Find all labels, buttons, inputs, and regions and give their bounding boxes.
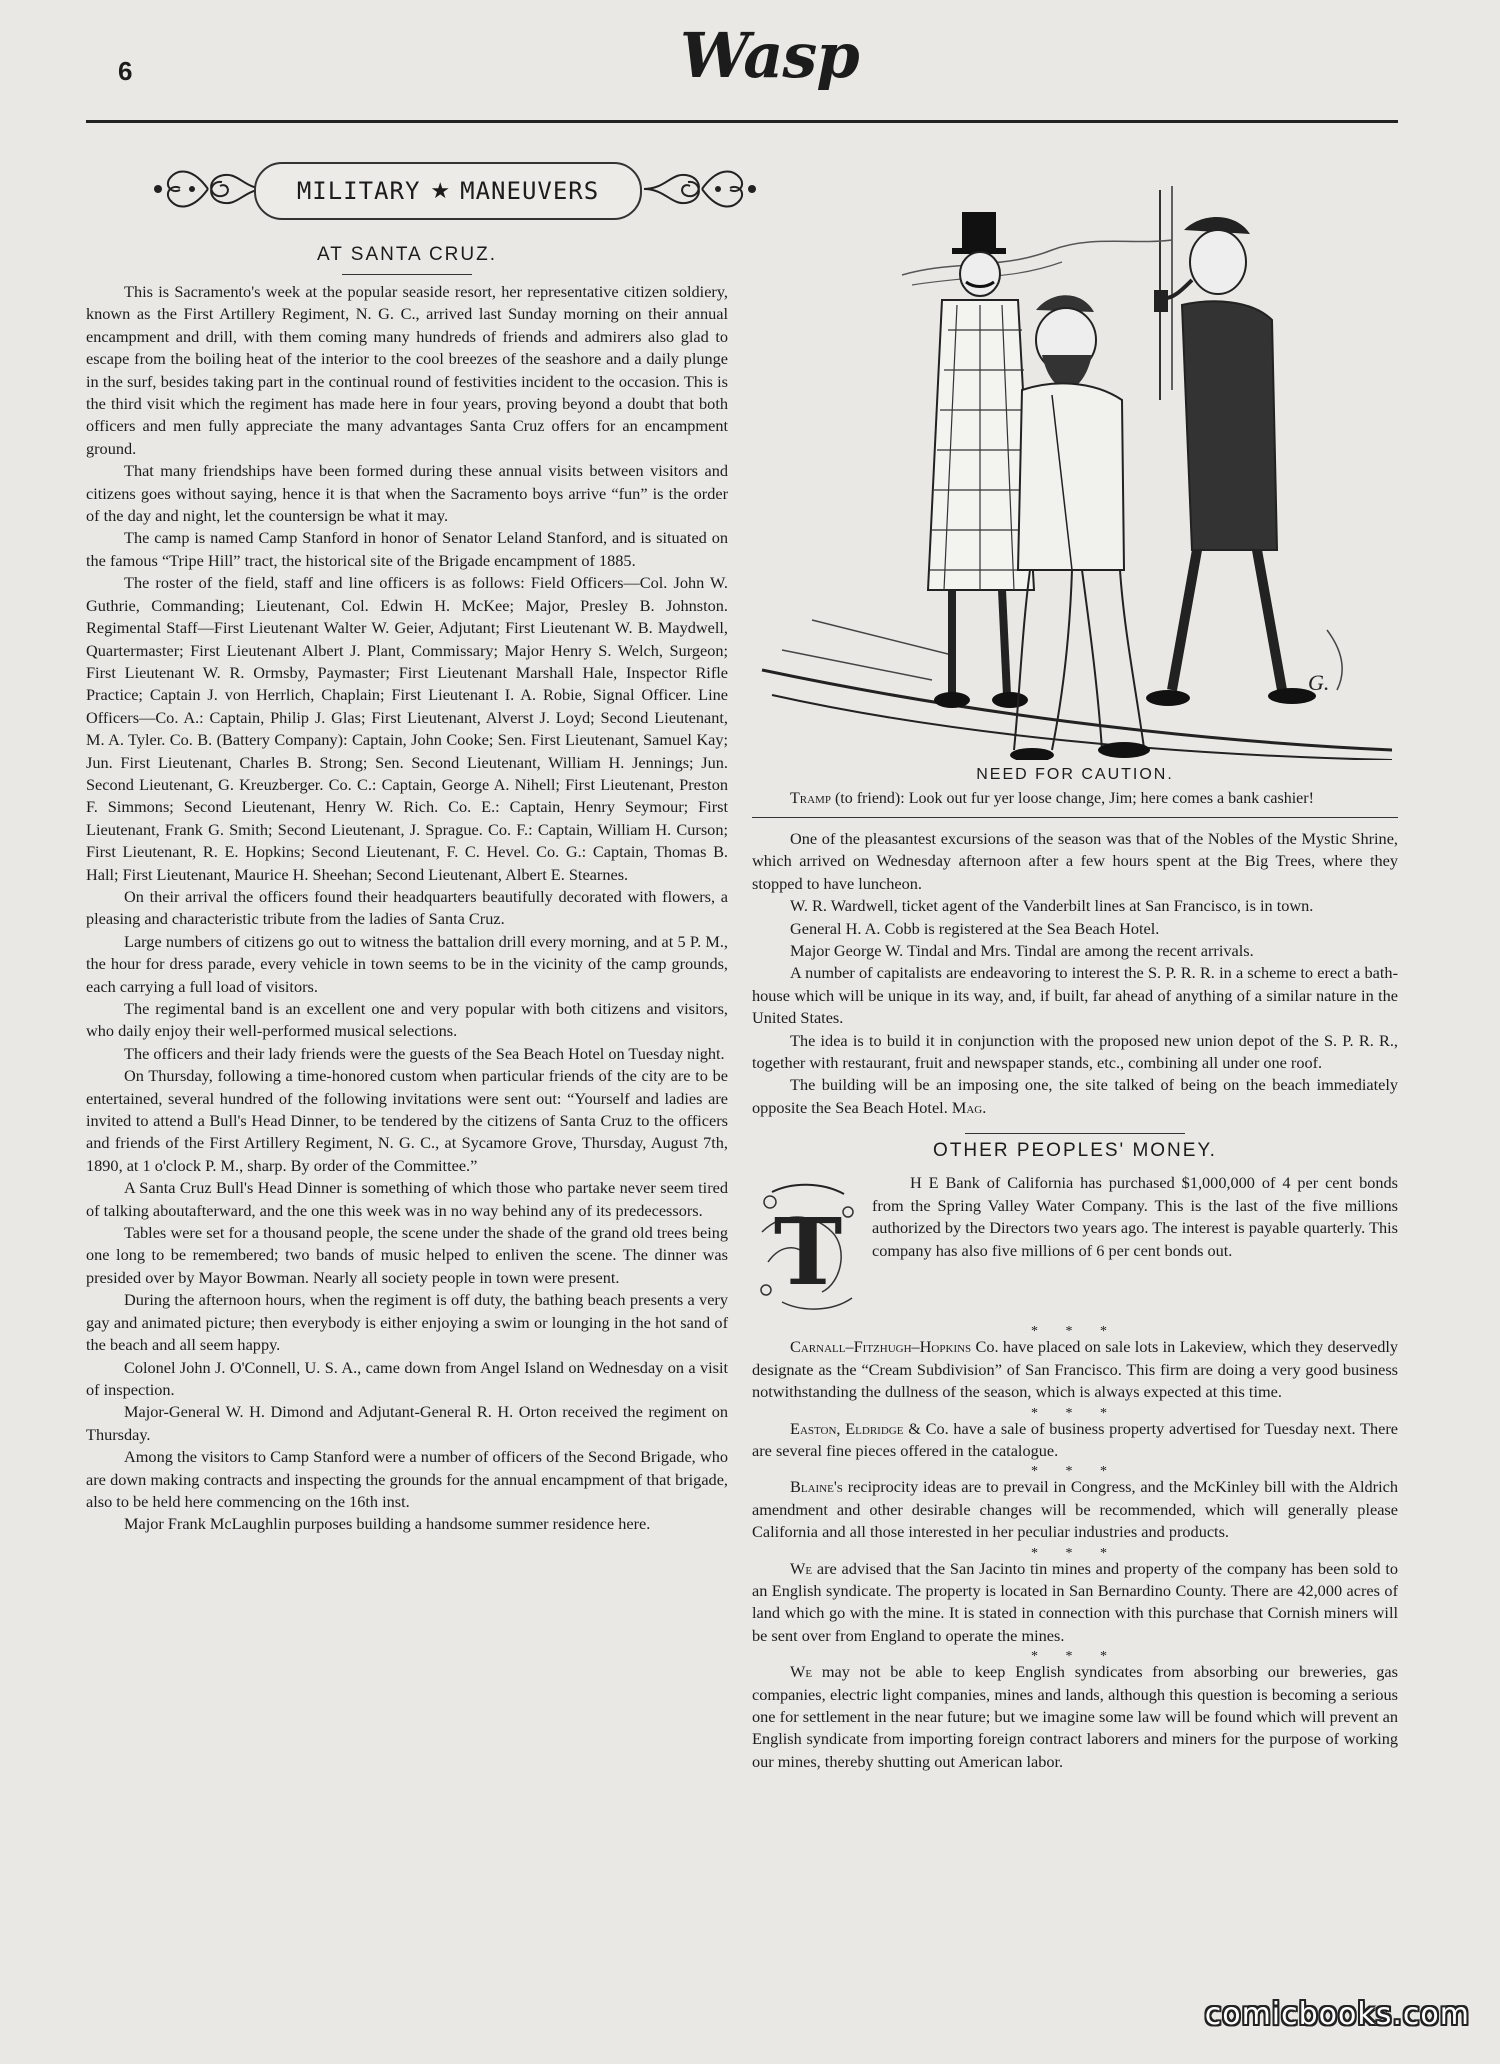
money-first-paragraph: H E Bank of California has purchased $1,000,000 of 4 per cent bonds from the Spring Valley Water Company. This is the last of the five millions authorized by the Directors two years ago. The interest is payable quarterly. This company has also five millions of 6 per cent bonds out. bbox=[872, 1173, 1398, 1260]
dropcap-letter: T bbox=[773, 1198, 843, 1307]
money-item-text: & Co. have a sale of business property advertised for Tuesday next. There are several fine pieces offered in the catalogue. bbox=[752, 1418, 1398, 1460]
news-paragraph-text: The building will be an imposing one, the site talked of being on the beach immediately opposite the Sea Beach Hotel. bbox=[752, 1075, 1398, 1117]
article-paragraph: That many friendships have been formed during these annual visits between visitors and citizens goes without saying, hence it is that when the Sacramento boys arrive “fun” is the order of the day and night, let the countersign be what it may. bbox=[86, 461, 728, 526]
news-paragraph-last bbox=[752, 1074, 1398, 1119]
article-paragraph: Colonel John J. O'Connell, U. S. A., came down from Angel Island on Wednesday on a visit of inspection. bbox=[86, 1357, 728, 1399]
article-paragraph: During the afternoon hours, when the regiment is off duty, the bathing beach presents a very gay and animated picture; then everybody is either enjoying a swim or lounging in the hot sand of the beach and all seem happy. bbox=[86, 1290, 728, 1355]
article-paragraph: The camp is named Camp Stanford in honor of Senator Leland Stanford, and is situated on the famous “Tripe Hill” tract, the historical site of the Brigade encampment of 1885. bbox=[86, 528, 728, 570]
money-item-lead: Blaine's bbox=[790, 1477, 843, 1497]
banner-title-maneuvers: MANEUVERS bbox=[460, 177, 600, 205]
article-paragraph: This is Sacramento's week at the popular seaside resort, her representative citizen soldiery, known as the First Artillery Regiment, N. G. C., arrived last Sunday morning on their annual encampment and drill, with them coming many hundreds of friends and admirers also glad to escape from the boiling heat of the interior to the cool breezes of the seashore and a daily plunge in the surf, besides taking part in the continual round of festivities incident to the occasion. This is the third visit which the regiment has made here in four years, proving beyond a doubt that both officers and men fully appreciate the many advantages Santa Cruz offers for an encampment ground. bbox=[86, 282, 728, 458]
article-paragraph: On Thursday, following a time-honored custom when particular friends of the city are to be entertained, several hundred of the following invitations were sent out: “Yourself and ladies are invited to attend a Bull's Head Dinner, to be tendered by the citizens of Santa Cruz to the officers and friends of the First Artillery Regiment, N. G. C., at Sycamore Grove, Thursday, August 7th, 1890, at 1 o'clock P. M., sharp. By order of the Committee.” bbox=[86, 1066, 728, 1175]
article-paragraph: Among the visitors to Camp Stanford were a number of officers of the Second Brigade, who are down making contracts and inspecting the grounds for the annual encampment of that brigade, also to be held here commencing on the 16th inst. bbox=[86, 1447, 728, 1511]
article-paragraph: The roster of the field, staff and line officers is as follows: Field Officers—Col. John W. Guthrie, Commanding; Lieutenant, Col. Edwin H. McKee; Major, Presley B. Johnston. Regimental Staff—First Lieutenant Walter W. Geier, Adjutant; First Lieutenant W. B. Maydwell, Quartermaster; First Lieutenant Albert J. Plant, Commissary; Major Henry S. Welch, Surgeon; First Lieutenant W. R. Ormsby, Paymaster; First Lieutenant Marshall Hale, Inspector Rifle Practice; Captain J. von Herrlich, Chaplain; First Lieutenant I. A. Robie, Signal Officer. Line Officers—Co. A.: Captain, Philip J. Glas; First Lieutenant, Alverst J. Loyd; Second Lieutenant, M. A. Tyler. Co. B. (Battery Company): Captain, John Cooke; Sen. First Lieutenant, Samuel Kay; Jun. First Lieutenant, Charles B. Strong; Sen. Second Lieutenant, William H. Jennings; Jun. Second Lieutenant, G. Kreuzberger. Co. C.: Captain, George A. Nihell; First Lieutenant, Preston F. Simmons; Second Lieutenant, Henry W. Rich. Co. E.: Captain, Henry Seymour; First Lieutenant, Frank G. Smith; Second Lieutenant, J. Sprague. Co. F.: Captain, William H. Curson; First Lieutenant, R. E. Hopkins; Second Lieutenant, F. C. Hevel. Co. G.: Captain, Thomas B. Hall; First Lieutenant, Maurice H. Sheehan; Second Lieutenant, Albert E. Stearnes. bbox=[86, 573, 728, 884]
money-item-text: are advised that the San Jacinto tin mines and property of the company has been sold to an English syndicate. The property is located in San Bernardino County. There are 42,000 acres of land which go with the mine. It is stated in connection with this purchase that Cornish miners will be sent over from England to operate the mines. bbox=[752, 1558, 1398, 1645]
masthead-logo bbox=[680, 16, 859, 96]
cartoon-illustration bbox=[752, 150, 1398, 760]
news-paragraph: W. R. Wardwell, ticket agent of the Vanderbilt lines at San Francisco, is in town. bbox=[790, 896, 1314, 916]
separator-stars: * * * bbox=[1031, 1464, 1119, 1480]
news-paragraph: General H. A. Cobb is registered at the Sea Beach Hotel. bbox=[790, 918, 1160, 938]
cartoon-caption bbox=[752, 788, 1398, 809]
money-item-lead: We bbox=[790, 1662, 813, 1682]
figure-tramp bbox=[1010, 295, 1150, 760]
news-paragraph: One of the pleasantest excursions of the season was that of the Nobles of the Mystic Shrine, which arrived on Wednesday afternoon after a few hours spent at the Big Trees, where they stopped to have luncheon. bbox=[752, 829, 1398, 893]
money-top-rule bbox=[965, 1133, 1185, 1134]
money-item bbox=[752, 1661, 1398, 1773]
money-item-lead: Easton, Eldridge bbox=[790, 1418, 904, 1438]
watermark: comicbooks.com bbox=[1204, 1997, 1470, 2032]
page-number: 6 bbox=[118, 56, 133, 86]
artist-signature: G. bbox=[1308, 670, 1330, 695]
money-item-lead: We bbox=[790, 1558, 813, 1578]
money-item-text: reciprocity ideas are to prevail in Congress, and the McKinley bill with the Aldrich amendment and other desirable changes will be recommended, which will generally please California and all those interested in her peculiar industries and products. bbox=[752, 1477, 1398, 1542]
article-paragraph: Large numbers of citizens go out to witness the battalion drill every morning, and at 5 P. M., the hour for dress parade, every vehicle in town seems to be in the vicinity of the camp grounds, each carrying a full load of visitors. bbox=[86, 931, 728, 996]
money-item bbox=[752, 1418, 1398, 1463]
star-icon: ★ bbox=[430, 178, 451, 203]
caption-dialogue: (to friend): Look out fur yer loose change, Jim; here comes a bank cashier! bbox=[834, 790, 1314, 807]
right-column bbox=[752, 150, 1398, 1950]
heading-banner bbox=[86, 150, 728, 240]
money-item-text: Co. have placed on sale lots in Lakeview, which they deservedly designate as the “Cream Subdivision” of San Francisco. This firm are doing a very good business notwithstanding the dullness of the season, which is always expected at this time. bbox=[752, 1337, 1398, 1402]
money-heading: OTHER PEOPLES' MONEY. bbox=[933, 1140, 1217, 1162]
cartoon-caption-title: NEED FOR CAUTION. bbox=[976, 766, 1174, 783]
separator-stars: * * * bbox=[1031, 1405, 1119, 1421]
author-signature: Mag. bbox=[951, 1097, 987, 1117]
article-paragraph: Major-General W. H. Dimond and Adjutant-General R. H. Orton received the regiment on Thursday. bbox=[86, 1402, 728, 1444]
local-news-body bbox=[752, 828, 1398, 1119]
news-paragraph: A number of capitalists are endeavoring to interest the S. P. R. R. in a scheme to erect a bath-house which will be unique in its way, and, if built, far ahead of anything of a similar nature in the United States. bbox=[752, 963, 1398, 1028]
banner-box bbox=[254, 162, 642, 220]
article-paragraph: Tables were set for a thousand people, the scene under the shade of the grand old trees being one long to be remembered; two bands of music helped to enliven the scene. The dinner was presided over by Mayor Bowman. Nearly all society people in town were present. bbox=[86, 1223, 728, 1287]
money-section bbox=[752, 1172, 1398, 1773]
flourish-left-ornament bbox=[148, 158, 268, 220]
money-item bbox=[752, 1336, 1398, 1403]
article-paragraph: The officers and their lady friends were the guests of the Sea Beach Hotel on Tuesday night. bbox=[124, 1043, 725, 1063]
money-item bbox=[752, 1558, 1398, 1648]
left-column bbox=[86, 150, 728, 1950]
money-item-lead: Carnall–Fitzhugh–Hopkins bbox=[790, 1337, 972, 1357]
article-paragraph: Major Frank McLaughlin purposes building a handsome summer residence here. bbox=[124, 1514, 651, 1534]
separator-stars: * * * bbox=[1031, 1649, 1119, 1665]
cartoon-drawing bbox=[752, 150, 1398, 760]
article-paragraph: A Santa Cruz Bull's Head Dinner is something of which those who partake never seem tired of talking aboutafterward, and the one this week was in no way behind any of its predecessors. bbox=[86, 1178, 728, 1220]
figure-banker bbox=[928, 212, 1034, 708]
article-paragraph: The regimental band is an excellent one and very popular with both citizens and visitors, who daily enjoy their well-performed musical selections. bbox=[86, 999, 728, 1041]
section-rule bbox=[752, 817, 1398, 818]
article-subheading: AT SANTA CRUZ. bbox=[316, 244, 498, 265]
money-item-text: may not be able to keep English syndicates from absorbing our breweries, gas companies, electric light companies, mines and lands, although this question is becoming a serious one for settlement in the near future; but we imagine some law will be found which will prevent an English syndicate from importing foreign contract laborers and miners for the purpose of working our mines, thereby shutting out American labor. bbox=[752, 1662, 1398, 1771]
caption-speaker: Tramp bbox=[790, 790, 831, 807]
money-item bbox=[752, 1476, 1398, 1543]
subheading-rule bbox=[342, 274, 472, 275]
news-paragraph: Major George W. Tindal and Mrs. Tindal are among the recent arrivals. bbox=[790, 941, 1254, 961]
header-rule bbox=[86, 120, 1398, 123]
article-paragraph: On their arrival the officers found their headquarters beautifully decorated with flowers, a pleasing and characteristic tribute from the ladies of Santa Cruz. bbox=[86, 886, 728, 929]
dropcap-ornament bbox=[752, 1172, 864, 1322]
news-paragraph: The idea is to build it in conjunction with the proposed new union depot of the S. P. R. R., together with restaurant, fruit and newspaper stands, etc., combining all under one roof. bbox=[752, 1030, 1398, 1073]
separator-stars: * * * bbox=[1031, 1545, 1119, 1561]
banner-title-military: MILITARY bbox=[296, 177, 421, 205]
separator-stars: * * * bbox=[1031, 1324, 1119, 1340]
masthead-text: Wasp bbox=[680, 19, 859, 92]
military-article-body bbox=[86, 281, 728, 1536]
flourish-right-ornament bbox=[642, 158, 762, 220]
figure-friend bbox=[1146, 217, 1342, 706]
